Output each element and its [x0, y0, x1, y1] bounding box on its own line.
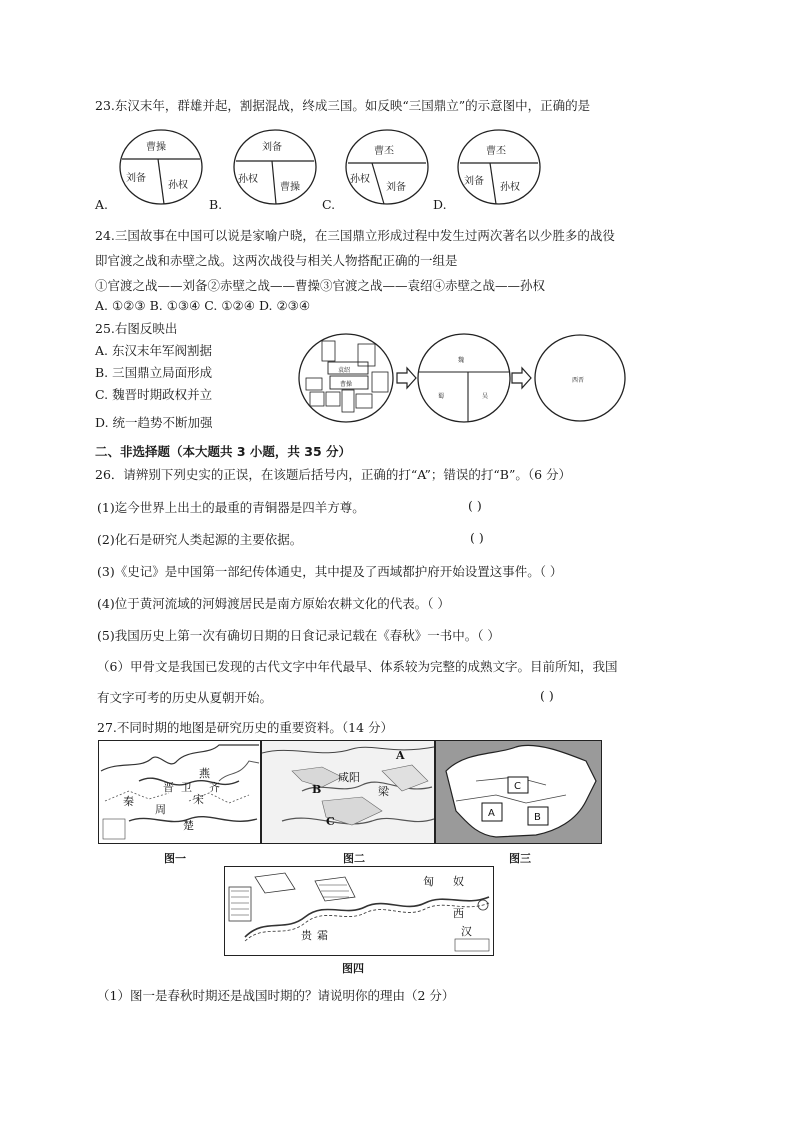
map-4-caption: 图四 [342, 962, 364, 975]
map-4 [224, 866, 494, 956]
q23-c-top: 曹丕 [374, 146, 394, 157]
q25-wei: 魏 [458, 357, 465, 364]
q24-options: A. ①②③ B. ①③④ C. ①②④ D. ②③④ [95, 298, 311, 313]
q23-option-a-label: A. [95, 197, 109, 212]
q24-stem-line2: 即官渡之战和赤壁之战。这两次战役与相关人物搭配正确的一组是 [95, 253, 458, 268]
map-4-label-xi: 西 [453, 907, 464, 920]
q26-item-1: (1)迄今世界上出土的最重的青铜器是四羊方尊。 [97, 500, 365, 515]
q23-pie-d [456, 128, 542, 206]
q26-stem: 26．请辨别下列史实的正误，在该题后括号内，正确的打“A”；错误的打“B”。（6 分） [95, 467, 572, 482]
map-1-label-qi: 齐 [209, 781, 220, 794]
map-3-label-c: C [514, 781, 521, 792]
q26-item-6-line2: 有文字可考的历史从夏朝开始。 [97, 690, 273, 705]
map-2-drawing [262, 741, 434, 843]
map-3-label-b: B [534, 812, 541, 823]
map-1-label-jin: 晋 [163, 781, 174, 794]
map-3 [435, 740, 602, 844]
q26-item-1-bracket[interactable]: ( ) [468, 498, 482, 513]
q26-item-6-bracket[interactable]: ( ) [540, 688, 554, 703]
q25-option-d: D. 统一趋势不断加强 [95, 415, 213, 430]
map-2-label-liang: 梁 [378, 785, 389, 798]
q26-item-2-bracket[interactable]: ( ) [470, 530, 484, 545]
q23-d-right: 孙权 [500, 182, 520, 193]
q23-option-c-label: C. [322, 197, 336, 212]
q26-item-4: (4)位于黄河流域的河姆渡居民是南方原始农耕文化的代表。（ ） [97, 596, 450, 611]
q23-a-left: 刘备 [126, 173, 146, 184]
q23-c-right: 刘备 [386, 182, 406, 193]
q25-stem: 25.右图反映出 [95, 321, 178, 336]
q26-item-2: (2)化石是研究人类起源的主要依据。 [97, 532, 303, 547]
q26-item-3: (3)《史记》是中国第一部纪传体通史，其中提及了西域都护府开始设置这事件。（ ） [97, 564, 563, 579]
map-4-label-xiong: 匈 [423, 875, 434, 888]
q23-option-d-label: D. [433, 197, 447, 212]
map-1-drawing [99, 741, 260, 843]
q23-b-right: 曹操 [280, 182, 300, 193]
map-2-caption: 图二 [343, 852, 365, 865]
map-4-label-shuang: 霜 [317, 929, 328, 942]
map-2-label-b: B [312, 783, 322, 796]
map-1-label-qin: 秦 [123, 795, 134, 808]
q25-option-a: A. 东汉末年军阀割据 [95, 343, 212, 358]
q25-option-b: B. 三国鼎立局面形成 [95, 365, 213, 380]
map-3-caption: 图三 [509, 852, 531, 865]
map-1-label-song: 宋 [193, 793, 204, 806]
map-2-label-xianyang: 咸阳 [338, 771, 360, 784]
q23-d-left: 刘备 [464, 176, 484, 187]
q23-pie-c [344, 128, 430, 206]
q23-c-left: 孙权 [350, 174, 370, 185]
section2-title: 二、非选择题（本大题共 3 小题，共 35 分） [95, 444, 352, 459]
q25-yuanshao: 袁绍 [338, 367, 351, 374]
q26-item-6-line1: （6）甲骨文是我国已发现的古代文字中年代最早、体系较为完整的成熟文字。目前所知，我国 [97, 659, 618, 674]
q23-d-top: 曹丕 [486, 146, 506, 157]
q25-xijin: 西晋 [572, 377, 585, 384]
q25-diagram [298, 332, 628, 424]
q25-shu: 蜀 [438, 393, 445, 400]
q25-caocao: 曹操 [340, 381, 353, 388]
map-1 [98, 740, 261, 844]
map-1-caption: 图一 [164, 852, 186, 865]
map-1-label-chu: 楚 [183, 819, 194, 832]
map-2-label-a: A [396, 749, 405, 762]
q24-items: ①官渡之战——刘备②赤壁之战——曹操③官渡之战——袁绍④赤壁之战——孙权 [95, 278, 546, 293]
map-4-label-gui: 贵 [301, 929, 312, 942]
q26-item-5: (5)我国历史上第一次有确切日期的日食记录记载在《春秋》一书中。（ ） [97, 628, 500, 643]
map-1-label-wei: 卫 [181, 781, 192, 794]
q27-sub1: （1）图一是春秋时期还是战国时期的？请说明你的理由（2 分） [97, 988, 455, 1003]
q27-stem: 27.不同时期的地图是研究历史的重要资料。（14 分） [97, 720, 394, 735]
map-3-label-a: A [488, 808, 495, 819]
q23-option-b-label: B. [209, 197, 223, 212]
map-4-label-han: 汉 [461, 925, 472, 938]
q23-a-top: 曹操 [146, 142, 166, 153]
q25-option-c: C. 魏晋时期政权并立 [95, 387, 213, 402]
q23-pie-b [232, 128, 318, 206]
q25-wu: 吴 [482, 393, 489, 400]
map-2 [261, 740, 435, 844]
q23-b-top: 刘备 [262, 142, 282, 153]
q23-a-right: 孙权 [168, 180, 188, 191]
map-4-drawing [225, 867, 493, 955]
map-4-label-nu: 奴 [453, 875, 464, 888]
map-1-label-zhou: 周 [155, 803, 166, 816]
q24-stem-line1: 24.三国故事在中国可以说是家喻户晓，在三国鼎立形成过程中发生过两次著名以少胜多的战役 [95, 228, 615, 243]
map-1-label-yan: 燕 [199, 767, 210, 780]
map-2-label-c: C [326, 815, 335, 828]
q23-pie-a [118, 128, 204, 206]
q23-stem: 23.东汉末年，群雄并起，割据混战，终成三国。如反映“三国鼎立”的示意图中，正确的是 [95, 98, 591, 113]
q23-b-left: 孙权 [238, 174, 258, 185]
map-3-drawing [436, 741, 601, 843]
